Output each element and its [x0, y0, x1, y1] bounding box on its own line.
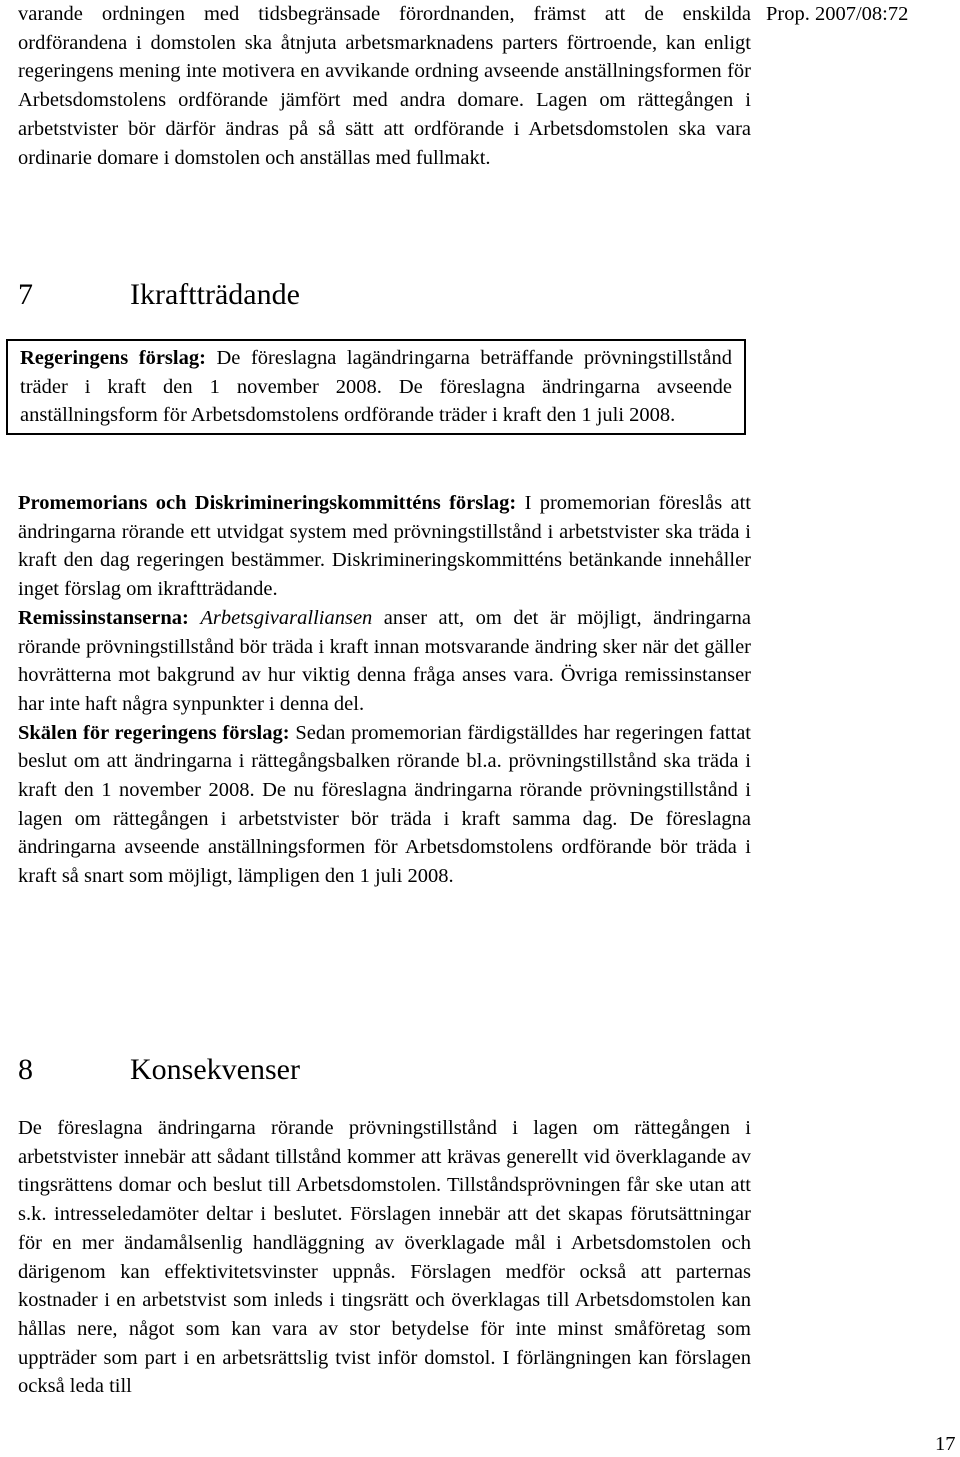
- section-7-title: Ikraftträdande: [130, 278, 300, 311]
- memo-label: Promemorians och Diskrimineringskommitténs förslag:: [18, 492, 517, 514]
- memo-text: I promemorian föreslås att ändringarna rörande ett utvidgat system med prövningstillstånd i arbetstvister ska träda i kraft den dag regeringen bestämmer. Diskrimineringskommitténs betänkande innehåller inget förslag om ikraftträdande.: [18, 492, 751, 601]
- government-proposal-text: De föreslagna lagändringarna beträffande prövningstillstånd träder i kraft den 1 november 2008. De föreslagna ändringarna avseende anställningsform för Arbetsdomstolens ordförande träder i kraft den 1 juli 2008.: [20, 347, 732, 427]
- intro-paragraph: varande ordningen med tidsbegränsade förordnanden, främst att de enskilda ordförandena i domstolen ska åtnjuta arbetsmarknadens parters förtroende, kan enligt regeringens mening inte motivera en avvikande ordning avseende anställningsformen för Arbetsdomstolens ordförande jämfört med andra domare. Lagen om rättegången i arbetstvister bör därför ändras på så sätt att ordförande i Arbetsdomstolen ska vara ordinarie domare i domstolen och anställas med fullmakt.: [18, 3, 751, 169]
- reasons-label: Skälen för regeringens förslag:: [18, 721, 290, 744]
- consequences-paragraph: De föreslagna ändringarna rörande prövningstillstånd i lagen om rättegången i arbetstvister innebär att sådant tillstånd kommer att krävas generellt vid överklagande av tingsrättens domar och beslut till Arbetsdomstolen. Tillståndsprövningen får ske utan att s.k. intresseledamöter deltar i beslutet. Förslagen innebär att det skapas förutsättningar för en mer ändamålsenlig handläggning av överklagade mål i Arbetsdomstolen och därigenom kan effektivitetsvinster uppnås. Förslagen medför också att parternas kostnader i en arbetstvist som inleds i tingsrätt och överklagas till Arbetsdomstolen kan hållas nere, något som kan vara av stor betydelse för inte minst småföretag som uppträder som part i en arbetsrättslig tvist inför domstol. I förlängningen kan förslagen också leda till: [18, 1117, 751, 1398]
- section-7-heading-wrap: [18, 277, 751, 313]
- reasons-paragraph: [18, 719, 751, 891]
- government-proposal-paragraph: [20, 344, 732, 430]
- remiss-text: anser att, om det är möjligt, ändringarna rörande prövningstillstånd bör träda i kraft innan motsvarande ändring sker när det gäller hovrätterna mot bakgrund av hur viktig denna fråga anses vara. Övriga remissinstanser har inte haft några synpunkter i denna del.: [18, 606, 752, 715]
- section-7-body: [18, 489, 751, 891]
- intro-section: [18, 0, 751, 172]
- section-8-heading-wrap: [18, 1052, 751, 1088]
- section-8-number: 8: [18, 1053, 33, 1086]
- government-proposal-box: [6, 339, 746, 435]
- proposition-reference: Prop. 2007/08:72: [766, 3, 909, 25]
- remiss-organisation: Arbetsgivaralliansen: [200, 606, 373, 629]
- section-7-number: 7: [18, 278, 33, 311]
- reasons-text: Sedan promemorian färdigställdes har regeringen fattat beslut om att ändringarna i rättegångsbalken rörande bl.a. prövningstillstånd ska träda i kraft den 1 november 2008. De nu föreslagna ändringarna rörande prövningstillstånd i lagen om rättegången i arbetstvister bör träda i kraft samma dag. De föreslagna ändringarna avseende anställningsformen för Arbetsdomstolens ordförande bör träda i kraft så snart som möjligt, lämpligen den 1 juli 2008.: [18, 721, 751, 888]
- section-7-heading: [18, 277, 751, 313]
- memo-paragraph: [18, 489, 751, 604]
- page-number: 17: [935, 1433, 956, 1455]
- remiss-paragraph: [18, 604, 751, 719]
- section-8-body: [18, 1114, 751, 1401]
- remiss-label: Remissinstanserna:: [18, 606, 189, 629]
- government-proposal-label: Regeringens förslag:: [20, 347, 206, 369]
- section-8-heading: [18, 1052, 751, 1088]
- section-8-title: Konsekvenser: [130, 1053, 300, 1086]
